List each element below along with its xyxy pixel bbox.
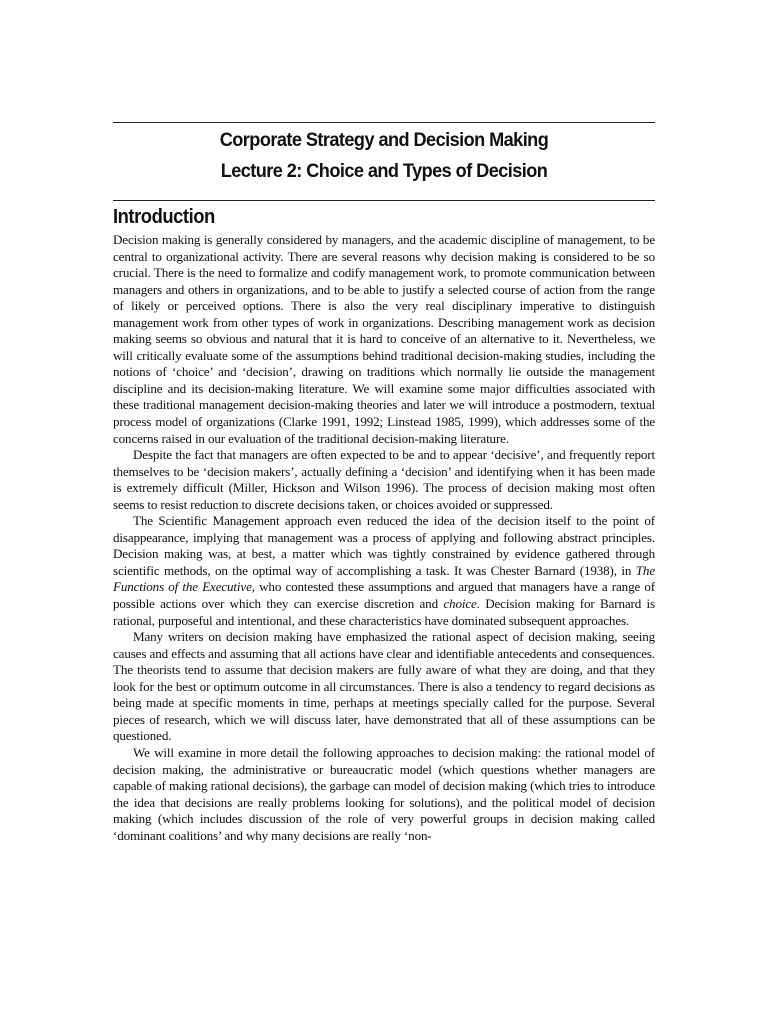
paragraph-3-text-a: The Scientific Management approach even reduced the idea of the decision itself to the point of disappearance, implying that management was a process of applying and following abstract principles. Decision making was, at best, a matter which was tightly constrained by evidence gathered through scientific methods, on the optimal way of accomplishing a task. It was Chester Barnard (1938), in: [113, 513, 655, 578]
emphasis-choice: choice: [443, 596, 477, 612]
book-title: The Functions of the Executive,: [113, 562, 655, 595]
title-block: [132, 123, 636, 196]
section-heading: Introduction: [113, 206, 215, 228]
paragraph-1: Decision making is generally considered by managers, and the academic discipline of management, to be central to organizational activity. There are several reasons why decision making is considered to be so crucial. There is the need to formalize and codify management work, to promote communication between managers and others in organizations, and to be able to justify a selected course of action from the range of likely or perceived options. There is also the very real disciplinary imperative to distinguish management work from other types of work in organizations. Describing management work as decision making seems so obvious and natural that it is hard to conceive of an alternative to it. Nevertheless, we will critically evaluate some of the assumptions behind traditional decision-making studies, including the notions of ‘choice’ and ‘decision’, drawing on traditions which normally lie outside the management discipline and its decision-making literature. We will examine some major difficulties associated with these traditional management decision-making theories and later we will introduce a postmodern, textual process model of organizations (Clarke 1991, 1992; Linstead 1985, 1999), which addresses some of the concerns raised in our evaluation of the traditional decision-making literature.: [113, 232, 655, 446]
paragraph-5: We will examine in more detail the following approaches to decision making: the rational model of decision making, the administrative or bureaucratic model (which questions whether managers are capable of making rational decisions), the garbage can model of decision making (which tries to introduce the idea that decisions are really problems looking for solutions), and the political model of decision making (which includes discussion of the role of very powerful groups in decision making called ‘dominant coalitions’ and why many decisions are really ‘non-: [113, 744, 655, 843]
paragraph-3: [113, 513, 655, 629]
paragraph-3-text-b: who contested these assumptions and argued that managers have a range of possible actions over which they can exercise discretion and: [113, 579, 655, 612]
course-title: Corporate Strategy and Decision Making: [219, 129, 549, 151]
paragraph-4: Many writers on decision making have emphasized the rational aspect of decision making, seeing causes and effects and assuming that all actions have clear and identifiable antecedents and consequences. The theorists tend to assume that decision makers are fully aware of what they are doing, and that they look for the best or optimum outcome in all circumstances. There is also a tendency to regard decisions as being made at specific moments in time, perhaps at meetings specially called for the purpose. Several pieces of research, which we will discuss later, have demonstrated that all of these assumptions can be questioned.: [113, 629, 655, 744]
lecture-title: Lecture 2: Choice and Types of Decision: [220, 160, 548, 182]
paragraph-3-text-c: . Decision making for Barnard is rational, purposeful and intentional, and these characteristics have dominated subsequent approaches.: [113, 596, 655, 628]
paragraph-2: Despite the fact that managers are often expected to be and to appear ‘decisive’, and frequently report themselves to be ‘decision makers’, actually defining a ‘decision’ and identifying when it has been made is extremely difficult (Miller, Hickson and Wilson 1996). The process of decision making most often seems to resist reduction to discrete decisions taken, or choices avoided or suppressed.: [113, 447, 655, 512]
body-text: [113, 232, 655, 844]
document-page: [113, 0, 655, 844]
